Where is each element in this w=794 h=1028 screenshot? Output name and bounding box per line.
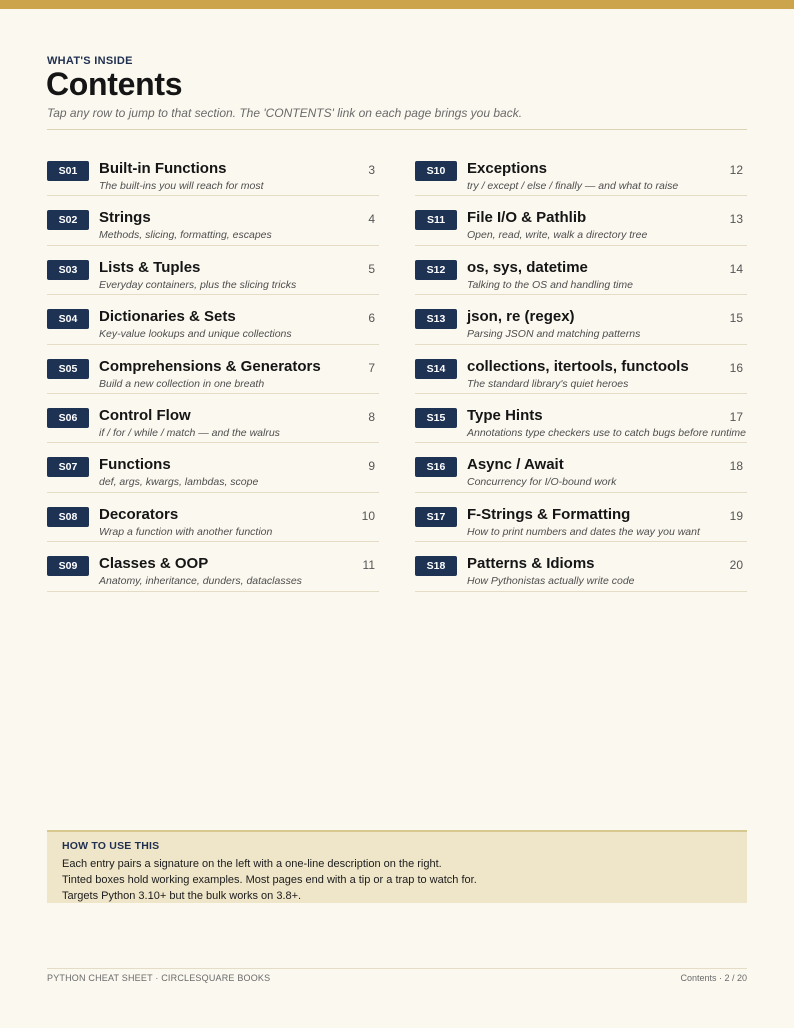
section-page-number: 8 [368,409,375,424]
section-page-number: 17 [729,409,743,424]
toc-row-s09[interactable] [47,542,379,591]
section-description: if / for / while / match — and the walrus [99,426,280,439]
section-description: Methods, slicing, formatting, escapes [99,229,272,242]
section-description: Talking to the OS and handling time [467,278,633,291]
top-accent-bar [0,0,794,9]
section-description: Concurrency for I/O-bound work [467,476,617,489]
section-badge: S03 [47,260,89,280]
section-page-number: 16 [729,360,743,375]
how-to-use-line: Each entry pairs a signature on the left with a one-line description on the right. [62,858,442,870]
section-page-number: 13 [729,212,743,227]
section-badge: S05 [47,359,89,379]
toc-row-s04[interactable] [47,295,379,344]
toc-row-s10[interactable] [415,147,747,196]
section-description: try / except / else / finally — and what to raise [467,180,679,192]
toc-row-s05[interactable] [47,345,379,394]
how-to-use-title: HOW TO USE THIS [62,840,160,852]
section-page-number: 3 [368,163,375,177]
section-description: Open, read, write, walk a directory tree [467,229,648,242]
toc-row-s15[interactable] [415,394,747,443]
section-page-number: 10 [361,508,375,523]
section-title: Control Flow [99,406,191,424]
section-title: os, sys, datetime [467,258,588,276]
toc-row-s17[interactable] [415,493,747,542]
section-page-number: 12 [729,163,743,177]
footer-page-indicator: Contents · 2 / 20 [680,973,747,983]
page-title: Contents [46,66,183,102]
footer-divider [47,968,747,969]
section-page-number: 6 [368,311,375,326]
toc-row-s02[interactable] [47,196,379,245]
kicker-label: WHAT'S INSIDE [47,55,133,67]
section-title: F-Strings & Formatting [467,505,631,523]
section-page-number: 7 [368,360,375,375]
toc-column-right [415,147,747,592]
section-description: Annotations type checkers use to catch bugs before runtime [467,426,746,439]
section-badge: S15 [415,408,457,428]
section-badge: S18 [415,556,457,576]
section-badge: S07 [47,457,89,477]
section-description: Everyday containers, plus the slicing tricks [99,278,297,291]
section-description: Key-value lookups and unique collections [99,328,292,341]
section-title: Patterns & Idioms [467,555,595,573]
section-description: Parsing JSON and matching patterns [467,328,641,341]
section-page-number: 18 [729,459,743,474]
section-title: json, re (regex) [467,308,575,326]
toc-row-s03[interactable] [47,246,379,295]
section-title: Async / Await [467,456,564,474]
section-page-number: 15 [729,311,743,326]
toc-row-s06[interactable] [47,394,379,443]
section-badge: S09 [47,556,89,576]
section-title: Strings [99,209,151,227]
section-description: The built-ins you will reach for most [99,180,264,192]
section-page-number: 14 [729,261,743,276]
section-title: Classes & OOP [99,555,209,573]
section-description: How to print numbers and dates the way you want [467,525,700,538]
section-description: The standard library's quiet heroes [467,377,629,390]
toc-row-s07[interactable] [47,443,379,492]
toc-row-s01[interactable] [47,147,379,196]
section-title: Lists & Tuples [99,258,201,276]
footer-book-title: PYTHON CHEAT SHEET · CIRCLESQUARE BOOKS [47,973,271,983]
section-title: Exceptions [467,160,548,177]
section-page-number: 9 [368,459,375,474]
section-title: collections, itertools, functools [467,357,689,375]
section-badge: S11 [415,210,457,230]
page-subtitle: Tap any row to jump to that section. The 'CONTENTS' link on each page brings you back. [47,106,523,120]
section-badge: S13 [415,309,457,329]
section-badge: S10 [415,161,457,181]
section-title: Type Hints [467,406,543,424]
toc-row-s18[interactable] [415,542,747,591]
section-badge: S02 [47,210,89,230]
section-description: How Pythonistas actually write code [467,575,635,588]
section-badge: S04 [47,309,89,329]
toc-row-s14[interactable] [415,345,747,394]
section-title: Built-in Functions [99,160,227,177]
section-description: def, args, kwargs, lambdas, scope [99,476,259,489]
section-page-number: 20 [729,558,743,573]
section-description: Anatomy, inheritance, dunders, dataclasses [99,575,302,588]
header-divider [47,129,747,130]
section-badge: S12 [415,260,457,280]
section-page-number: 4 [368,212,375,227]
section-description: Wrap a function with another function [99,525,273,538]
section-description: Build a new collection in one breath [99,377,265,390]
how-to-use-line: Tinted boxes hold working examples. Most pages end with a tip or a trap to watch for. [62,874,477,886]
section-title: Comprehensions & Generators [99,357,321,375]
section-badge: S01 [47,161,89,181]
section-page-number: 19 [729,508,743,523]
toc-row-s16[interactable] [415,443,747,492]
toc-column-left [47,147,379,592]
section-badge: S16 [415,457,457,477]
toc-row-s13[interactable] [415,295,747,344]
section-page-number: 11 [362,558,375,573]
section-title: Decorators [99,505,179,523]
how-to-use-line: Targets Python 3.10+ but the bulk works on 3.8+. [62,890,302,902]
section-title: Functions [99,456,171,474]
section-page-number: 5 [368,261,375,276]
section-title: File I/O & Pathlib [467,209,587,227]
section-badge: S17 [415,507,457,527]
toc-row-s11[interactable] [415,196,747,245]
how-to-use-box [47,830,747,903]
section-title: Dictionaries & Sets [99,308,236,326]
section-badge: S08 [47,507,89,527]
section-badge: S06 [47,408,89,428]
section-badge: S14 [415,359,457,379]
toc-row-s12[interactable] [415,246,747,295]
toc-row-s08[interactable] [47,493,379,542]
